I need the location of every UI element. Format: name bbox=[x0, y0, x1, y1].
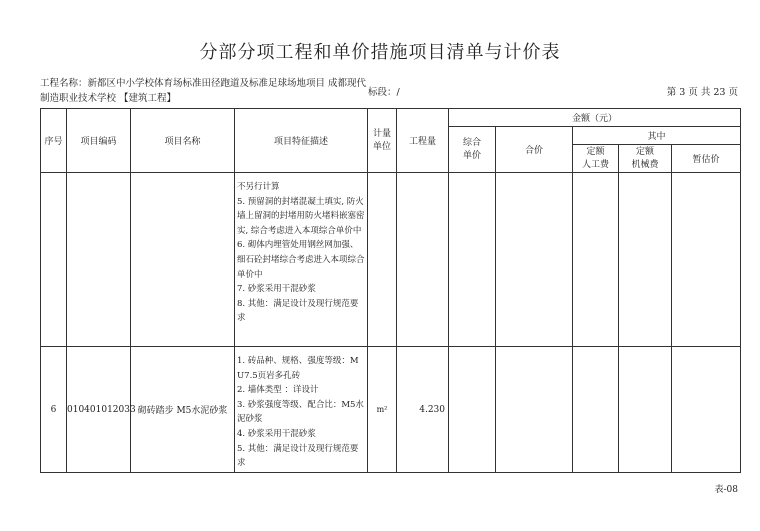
desc-line: 2. 墙体类型 ：详设计 bbox=[237, 385, 319, 396]
desc-line: 5. 其他：满足设计及现行规范要求 bbox=[237, 443, 359, 469]
header-unit-price: 综合 单价 bbox=[449, 127, 496, 173]
desc-line: 3. 砂浆强度等级、配合比：M5水泥砂浆 bbox=[237, 399, 364, 425]
row-desc bbox=[235, 173, 368, 347]
row-labor bbox=[573, 347, 619, 473]
row-machine bbox=[619, 173, 672, 347]
desc-line: 8. 其他：满足设计及现行规范要求 bbox=[237, 298, 359, 324]
page-indicator: 第 3 页 共 23 页 bbox=[666, 87, 738, 98]
row-qty bbox=[397, 173, 449, 347]
header-name: 项目名称 bbox=[131, 109, 235, 173]
row-desc bbox=[235, 347, 368, 473]
desc-line: 4. 砂浆采用干混砂浆 bbox=[237, 428, 316, 439]
row-provisional bbox=[672, 347, 741, 473]
row-provisional bbox=[672, 173, 741, 347]
row-unit bbox=[368, 173, 397, 347]
desc-line: 1. 砖品种、规格、强度等级：MU7.5页岩多孔砖 bbox=[237, 356, 359, 381]
row-unit: m² bbox=[368, 347, 397, 473]
row-total bbox=[496, 347, 573, 473]
row-labor bbox=[573, 173, 619, 347]
header-total: 合价 bbox=[496, 127, 573, 173]
header-desc: 项目特征描述 bbox=[235, 109, 368, 173]
header-seq: 序号 bbox=[41, 109, 67, 173]
row-name: 砌砖踏步 M5水泥砂浆 bbox=[131, 347, 235, 473]
table-row bbox=[41, 173, 741, 347]
form-number: 表-08 bbox=[714, 485, 738, 495]
row-qty: 4.230 bbox=[397, 347, 449, 473]
bill-table bbox=[40, 108, 741, 473]
header-labor: 定额 人工费 bbox=[573, 145, 619, 173]
table-row bbox=[41, 347, 741, 473]
row-unit-price bbox=[449, 173, 496, 347]
desc-line: 不另行计算 bbox=[237, 182, 280, 192]
header-amount: 金额（元） bbox=[449, 109, 741, 127]
row-code: 010401012033 bbox=[67, 347, 131, 473]
desc-line: 6. 砌体内埋管处用钢丝网加强、细石砼封堵综合考虑进入本项综合单价中 bbox=[237, 240, 365, 280]
desc-line: 5. 预留洞的封堵混凝土填实, 防火墙上留洞的封堵用防火堵料嵌塞密实, 综合考虑进入本项综合单价中 bbox=[237, 196, 365, 236]
header-code: 项目编码 bbox=[67, 109, 131, 173]
row-machine bbox=[619, 347, 672, 473]
header-machine: 定额 机械费 bbox=[619, 145, 672, 173]
row-seq bbox=[41, 173, 67, 347]
row-seq: 6 bbox=[41, 347, 67, 473]
row-name bbox=[131, 173, 235, 347]
header-qty: 工程量 bbox=[397, 109, 449, 173]
page-title: 分部分项工程和单价措施项目清单与计价表 bbox=[199, 42, 561, 63]
header-unit: 计量 单位 bbox=[368, 109, 397, 173]
header-provisional: 暂估价 bbox=[672, 145, 741, 173]
row-total bbox=[496, 173, 573, 347]
desc-line: 7. 砂浆采用干混砂浆 bbox=[237, 284, 316, 295]
row-code bbox=[67, 173, 131, 347]
header-of-which: 其中 bbox=[573, 127, 741, 145]
row-unit-price bbox=[449, 347, 496, 473]
project-name: 工程名称：新都区中小学校体育场标准田径跑道及标准足球场地项目 成都现代制造职业技术学校 【建筑工程】 bbox=[40, 78, 367, 104]
section-label: 标段：/ bbox=[368, 87, 400, 98]
